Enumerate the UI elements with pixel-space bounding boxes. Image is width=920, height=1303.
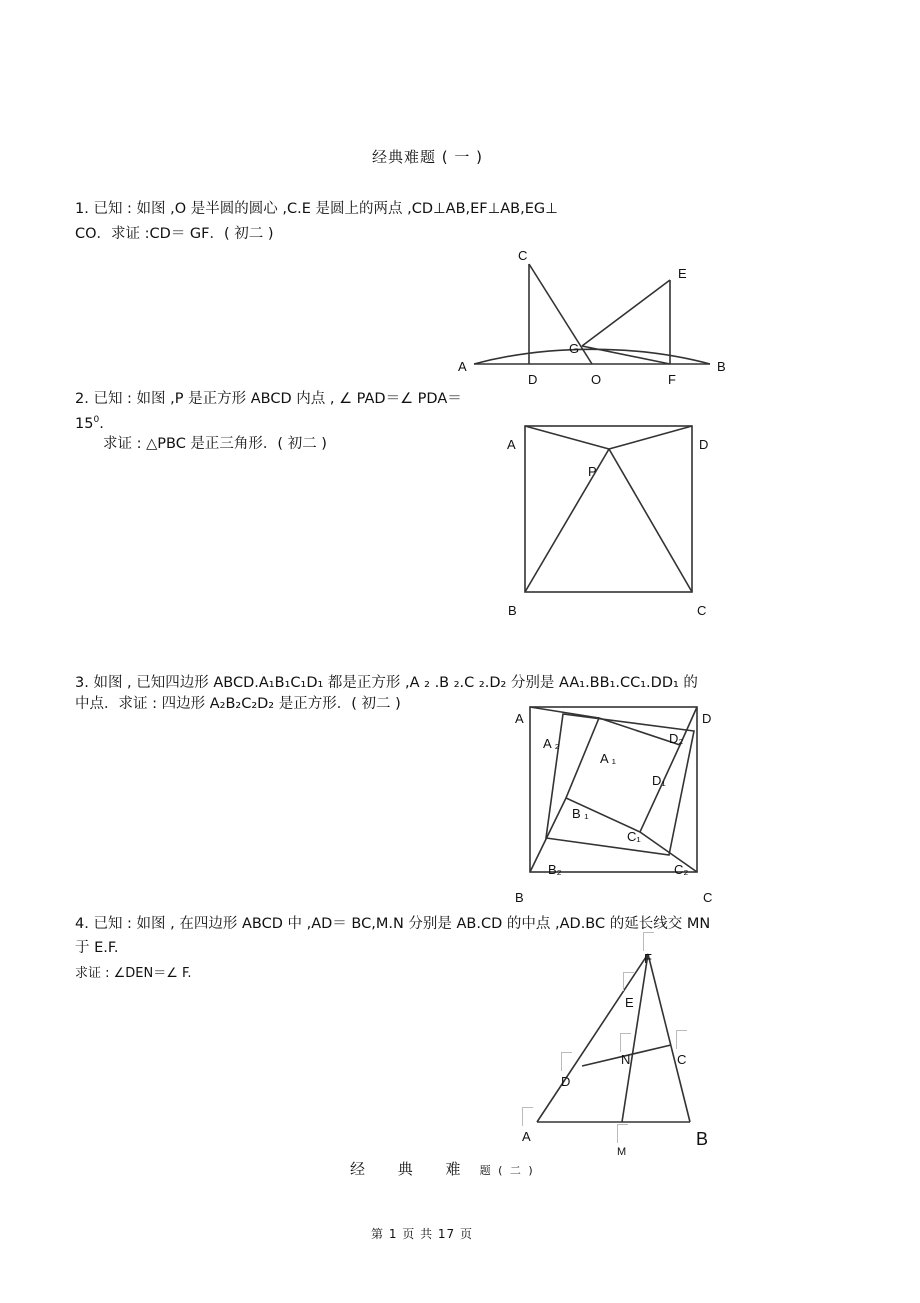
fig3-label-d: D: [702, 711, 712, 726]
fig4-label-n: N: [621, 1052, 631, 1067]
fig3-label-c1: C₁: [627, 829, 641, 844]
fig2-label-p: P: [588, 464, 597, 479]
fig3-label-c2: C₂: [674, 862, 689, 877]
page-footer: 第 1 页 共 17 页: [371, 1227, 473, 1241]
artifact-box-n: [620, 1033, 631, 1052]
problem-3-line-1: 3. 如图 , 已知四边形 ABCD.A₁B₁C₁D₁ 都是正方形 ,A ₂ .B ₂.C ₂.D₂ 分别是 AA₁.BB₁.CC₁.DD₁ 的: [75, 675, 698, 691]
problem-1-line-2: CO．求证 :CD＝ GF．( 初二 ): [75, 226, 274, 242]
fig3-label-b: B: [515, 890, 524, 905]
fig4-label-d: D: [561, 1074, 571, 1089]
problem-1-line-1: 1. 已知 : 如图 ,O 是半圆的圆心 ,C.E 是圆上的两点 ,CD⊥AB,EF⊥AB,EG⊥: [75, 201, 558, 217]
fig2-label-d: D: [699, 437, 709, 452]
fig4-label-m: M: [617, 1146, 627, 1158]
artifact-box-f: [643, 932, 654, 951]
degree-superscript: 0: [93, 415, 100, 425]
problem-2-line-1: 2. 已知 : 如图 ,P 是正方形 ABCD 内点 , ∠ PAD＝∠ PDA＝: [75, 391, 462, 407]
section-2-title-main: 经 典 难: [350, 1160, 475, 1178]
fig1-label-f: F: [668, 372, 676, 387]
angle-value: 15: [75, 415, 94, 432]
artifact-box-c: [676, 1030, 687, 1049]
fig3-label-b2: B₂: [548, 862, 562, 877]
fig3-label-a: A: [515, 711, 524, 726]
fig1-label-a: A: [458, 359, 467, 374]
fig1-label-e: E: [678, 266, 687, 281]
fig3-label-a2: A ₂: [543, 736, 560, 751]
artifact-box-m: [617, 1124, 628, 1143]
fig1-label-g: G: [569, 341, 580, 356]
fig3-label-c: C: [703, 890, 713, 905]
fig4-label-e: E: [625, 995, 634, 1010]
problem-4-line-3: 求证 : ∠DEN＝∠ F.: [75, 966, 192, 981]
artifact-box-a: [522, 1107, 533, 1126]
artifact-box-d: [561, 1052, 572, 1071]
problem-2-line-3: 求证 : △PBC 是正三角形．( 初二 ): [103, 436, 327, 452]
fig3-label-b1: B ₁: [572, 806, 589, 821]
fig2-label-b: B: [508, 603, 517, 618]
fig1-label-b: B: [717, 359, 726, 374]
section-2-title-tail: 题 ( 二 ): [479, 1164, 535, 1177]
problem-4-line-2: 于 E.F.: [75, 940, 119, 956]
fig3-label-d2: D₂: [669, 731, 684, 746]
fig4-label-c: C: [677, 1052, 687, 1067]
artifact-box-e: [623, 972, 634, 991]
fig3-label-d1: D₁: [652, 773, 666, 788]
problem-4-line-1: 4. 已知 : 如图 , 在四边形 ABCD 中 ,AD＝ BC,M.N 分别是 AB.CD 的中点 ,AD.BC 的延长线交 MN: [75, 916, 711, 932]
fig3-label-a1: A ₁: [600, 751, 616, 766]
period: .: [99, 415, 104, 432]
fig4-label-f: F: [644, 951, 652, 966]
fig4-label-a: A: [522, 1129, 531, 1144]
fig1-label-c: C: [518, 248, 528, 263]
page-title: 经典难题 ( 一 ): [372, 148, 484, 166]
problem-3-line-2: 中点．求证 : 四边形 A₂B₂C₂D₂ 是正方形．( 初二 ): [75, 696, 401, 712]
fig4-label-b: B: [696, 1129, 709, 1149]
section-2-title: [350, 1158, 535, 1179]
fig1-label-d: D: [528, 372, 538, 387]
fig2-label-c: C: [697, 603, 707, 618]
fig2-label-a: A: [507, 437, 516, 452]
fig1-label-o: O: [591, 372, 602, 387]
